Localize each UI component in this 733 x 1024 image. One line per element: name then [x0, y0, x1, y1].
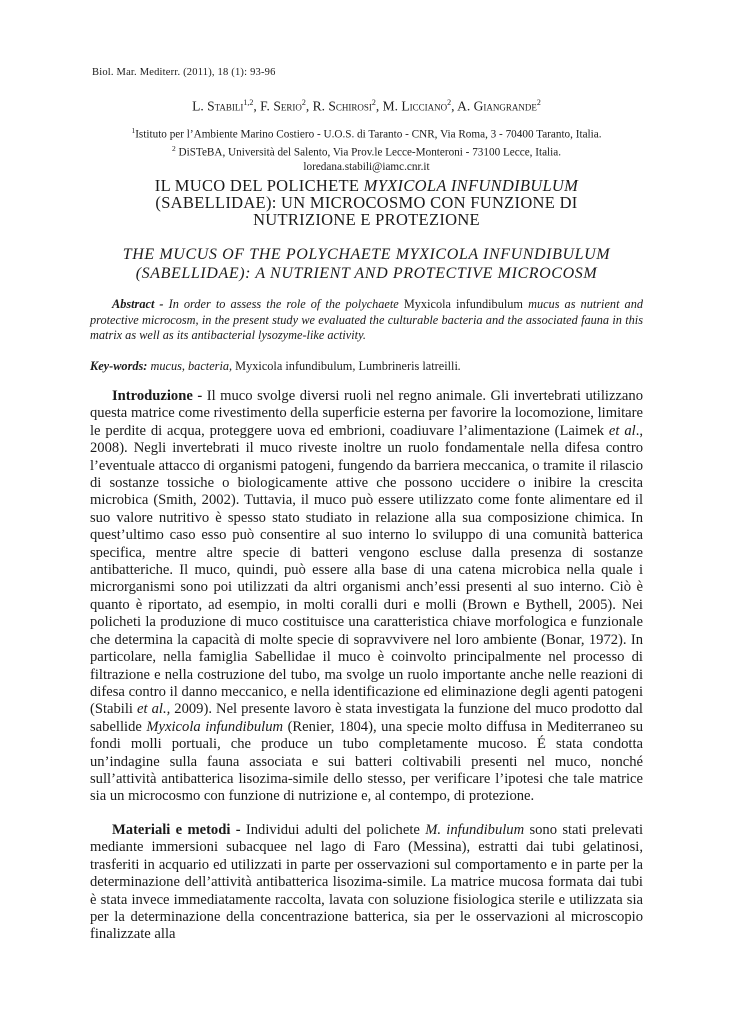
author-affiliation-mark: 1,2 — [243, 98, 254, 107]
keyword-species: Lumbrineris latreilli — [358, 359, 458, 373]
keywords — [90, 359, 643, 374]
body-text: Il muco svolge diversi ruoli nel regno animale. Gli invertebrati utilizzano questa matrice come rivestimento della superficie esterna per favorire la locomozione, limitare le perdite di acqua, proteggere uova ed embrioni, coadiuvare l’alimentazione (Laimek — [90, 388, 643, 439]
affiliation-text: DiSTeBA, Università del Salento, Via Prov.le Lecce-Monteroni - 73100 Lecce, Italia. — [175, 146, 562, 159]
species-name: M. infundibulum — [425, 822, 525, 838]
abstract-label: Abstract - — [112, 297, 169, 311]
section-heading: Introduzione - — [112, 388, 203, 404]
journal-citation: Biol. Mar. Mediterr. (2011), 18 (1): 93-96 — [92, 67, 276, 78]
author-surname: Schirosi — [328, 98, 372, 114]
abstract-text: mucus as nutrient and protective microcosm, in the present study we evaluated the culturable bacteria and the associated fauna in this matrix as well as its antibacterial lysozyme-like activity. — [90, 297, 643, 343]
title-line: (SABELLIDAE): UN MICROCOSMO CON FUNZIONE DI — [155, 193, 578, 212]
species-name: Myxicola infundibulum — [146, 718, 284, 735]
author-initial: F. — [260, 98, 274, 114]
abstract — [90, 297, 643, 344]
author-separator: , — [305, 98, 313, 114]
author-affiliation-mark: 2 — [447, 98, 452, 107]
author-email: loredana.stabili@iamc.cnr.it — [303, 161, 430, 174]
keywords-label: Key-words: — [90, 359, 148, 373]
section-materiali-metodi — [90, 822, 643, 944]
author-surname: Giangrande — [473, 98, 537, 114]
keywords-text: . — [457, 359, 461, 373]
author-initial: L. — [192, 98, 208, 114]
affiliation-1 — [88, 124, 645, 142]
title-text: IL MUCO DEL POLICHETE — [154, 176, 364, 195]
section-heading: Materiali e metodi - — [112, 822, 241, 838]
title-species: MYXICOLA INFUNDIBULUM — [363, 176, 579, 195]
citation-etal: et al., — [137, 701, 171, 718]
body-text: Individui adulti del polichete — [240, 822, 426, 838]
author-affiliation-mark: 2 — [536, 98, 541, 107]
title-line: NUTRIZIONE E PROTEZIONE — [253, 210, 480, 229]
author-surname: Stabili — [207, 98, 244, 114]
author-separator: , — [451, 98, 458, 114]
author-initial: A. — [457, 98, 474, 114]
affiliation-mark: 2 — [171, 144, 176, 154]
author-initial: R. — [312, 98, 329, 114]
author-affiliation-mark: 2 — [371, 98, 376, 107]
author-affiliation-mark: 2 — [301, 98, 306, 107]
affiliation-mark: 1 — [131, 126, 136, 135]
title-english — [88, 245, 645, 283]
affiliations — [88, 124, 645, 175]
section-introduzione — [90, 388, 643, 806]
keywords-text: mucus, bacteria, — [147, 359, 236, 373]
author-surname: Licciano — [401, 98, 448, 114]
keyword-species: Myxicola infundibulum — [235, 359, 353, 373]
author-initial: M. — [382, 98, 402, 114]
author-separator: , — [375, 98, 383, 114]
keywords-text: , — [352, 359, 359, 373]
body-text: 2009). Nel presente lavoro è stata investigata la funzione del muco prodotto dal sabellide — [90, 701, 643, 735]
title-line: (SABELLIDAE): A NUTRIENT AND PROTECTIVE MICROCOSM — [135, 265, 598, 282]
author-surname: Serio — [273, 98, 302, 114]
citation-etal: et al — [608, 422, 636, 439]
title-line: THE MUCUS OF THE POLYCHAETE MYXICOLA INFUNDIBULUM — [122, 246, 611, 263]
affiliation-2 — [88, 142, 645, 160]
abstract-species: Myxicola infundibulum — [403, 297, 523, 311]
body-text: (Renier, 1804), una specie molto diffusa in Mediterraneo su fondi molli portuali, che produce un tubo completamente mucoso. É stata condotta un’indagine sulla fauna associata e sui batteri coltivabili presenti nel muco, nonché sull’attività antibatterica lisozima-simile dello stesso, per verificare l’ipotesi che tale matrice sia un microcosmo con funzione di nutrizione e, al contempo, di protezione. — [90, 718, 643, 805]
author-list — [90, 98, 643, 115]
author-separator: , — [253, 98, 261, 114]
abstract-text: In order to assess the role of the polychaete — [168, 297, 404, 311]
title-line — [88, 177, 645, 194]
title-italian — [88, 177, 645, 228]
body-text: ., 2008). Negli invertebrati il muco riveste inoltre un ruolo fondamentale nella difesa contro l’eventuale attacco di organismi patogeni, fungendo da barriera meccanica, o tramite il rilascio di sostanze tossiche o biologicamente attive che possono uccidere o inibire la crescita microbica (Smith, 2002). Tuttavia, il muco può essere utilizzato come fonte alimentare ed il suo valore nutritivo è spesso stato studiato in relazione alla sua composizione chimica. In quest’ultimo caso esso può consentire al suo interno lo sviluppo di una comunità batterica specifica, mentre altre specie di batteri vengono escluse dalla presenza di sostanze antibatteriche. Il muco, quindi, può essere alla base di una catena microbica nella quale i microrganismi sono poi utilizzati da altri organismi anch’essi presenti al suo interno. Ciò è quanto è riportato, ad esempio, in molti coralli duri e molli (Brown e Bythell, 2005). Nei policheti la produzione di muco costituisce una caratteristica chiave morfologica e funzionale che determina la capacità di molte specie di sopravvivere nel loro ambiente (Bonar, 1972). In particolare, nella famiglia Sabellidae il muco è coinvolto principalmente nel processo di filtrazione e nella costruzione del tubo, ma svolge un ruolo importante anche nelle reazioni di difesa contro il danno meccanico, e nella identificazione ed eliminazione degli agenti patogeni (Stabili — [90, 422, 643, 718]
affiliation-text: Istituto per l’Ambiente Marino Costiero - U.O.S. di Taranto - CNR, Via Roma, 3 - 70400 Taranto, Italia. — [135, 128, 602, 141]
body-text: sono stati prelevati mediante immersioni subacquee nel lago di Faro (Messina), estratti dai tubi gelatinosi, trasferiti in acquario ed utilizzati in parte per osservazioni sul comportamento e in parte per la determinazione dell’attività antibatterica lisozima-simile. La matrice mucosa formata dai tubi è stata invece immediatamente raccolta, lavata con soluzione fisiologica sterile e utilizzata sia per la determinazione della concentrazione batterica, sia per le osservazioni al microscopio finalizzate alla — [90, 822, 644, 943]
